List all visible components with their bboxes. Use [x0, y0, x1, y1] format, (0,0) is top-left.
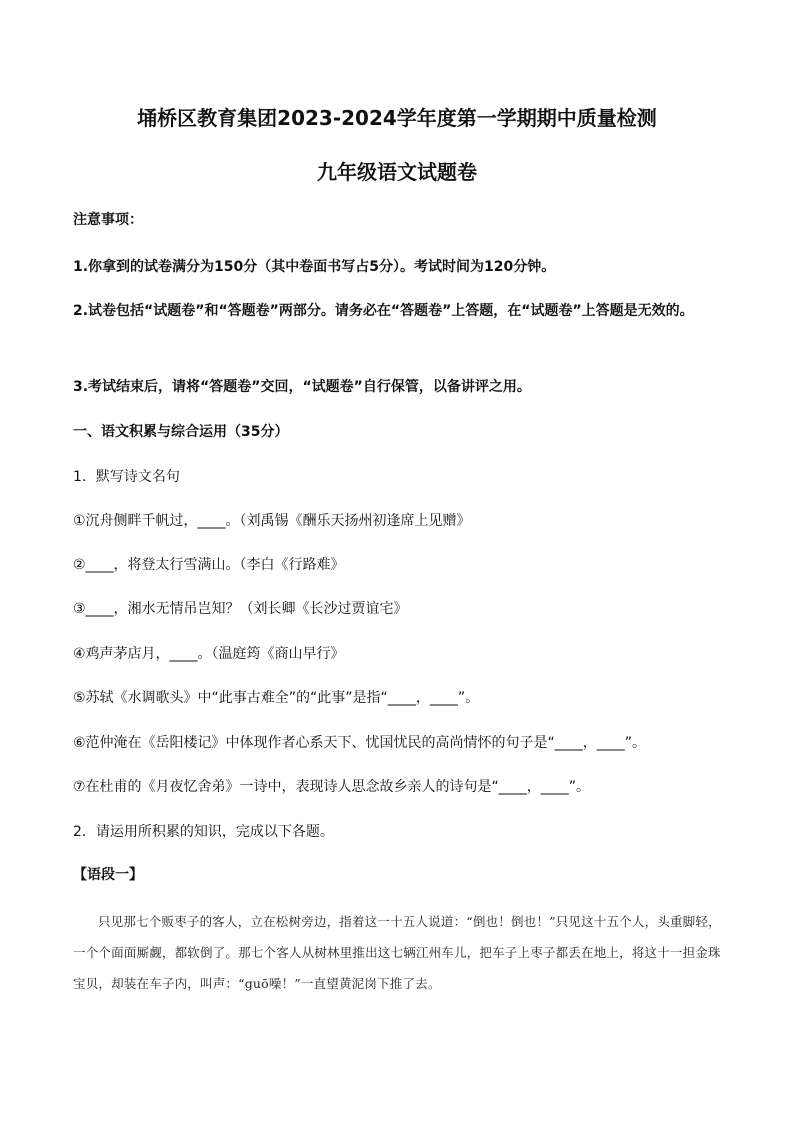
question-1-item-6: ⑥范仲淹在《岳阳楼记》中体现作者心系天下、忧国忧民的高尚情怀的句子是“____，____”。	[73, 735, 647, 751]
exam-subtitle: 九年级语文试题卷	[317, 160, 477, 184]
question-1-item-7: ⑦在杜甫的《月夜忆舍弟》一诗中，表现诗人思念故乡亲人的诗句是“____，____”。	[73, 779, 591, 795]
notice-item-3: 3.考试结束后，请将“答题卷”交回，“试题卷”自行保管，以备讲评之用。	[73, 379, 531, 395]
question-1-heading: 1．默写诗文名句	[73, 469, 180, 485]
question-1-item-1: ①沉舟侧畔千帆过，____。（刘禹锡《酬乐天扬州初逢席上见赠》	[73, 513, 471, 529]
question-1-item-4: ④鸡声茅店月，____。（温庭筠《商山早行》	[73, 646, 345, 662]
notice-heading: 注意事项：	[73, 212, 143, 228]
exam-title: 埇桥区教育集团2023-2024学年度第一学期期中质量检测	[137, 106, 657, 130]
question-1-item-5: ⑤苏轼《水调歌头》中“此事古难全”的“此事”是指“____，____”。	[73, 690, 480, 706]
section-heading: 一、语文积累与综合运用（35分）	[73, 424, 289, 440]
question-2-heading: 2．请运用所积累的知识，完成以下各题。	[73, 824, 334, 840]
notice-item-1: 1.你拿到的试卷满分为150分（其中卷面书写占5分）。考试时间为120分钟。	[73, 259, 556, 275]
passage-heading: 【语段一】	[73, 867, 143, 883]
passage-paragraph: 只见那七个贩枣子的客人，立在松树旁边，指着这一十五人说道：“倒也！倒也！”只见这十五个人，头重脚轻，一个个面面厮觑，都软倒了。那七个客人从树林里推出这七辆江州车儿，把车子上枣子都丢在地上，将这十一担金珠宝贝，却装在车子内，叫声：“guō噪！”一直望黄泥岗下推了去。	[73, 914, 721, 991]
notice-item-2: 2.试卷包括“试题卷”和“答题卷”两部分。请务必在“答题卷”上答题，在“试题卷”上答题是无效的。	[73, 303, 694, 319]
question-1-item-2: ②____，将登太行雪满山。（李白《行路难》	[73, 557, 345, 573]
question-1-item-3: ③____，湘水无情吊岂知？（刘长卿《长沙过贾谊宅》	[73, 601, 408, 617]
